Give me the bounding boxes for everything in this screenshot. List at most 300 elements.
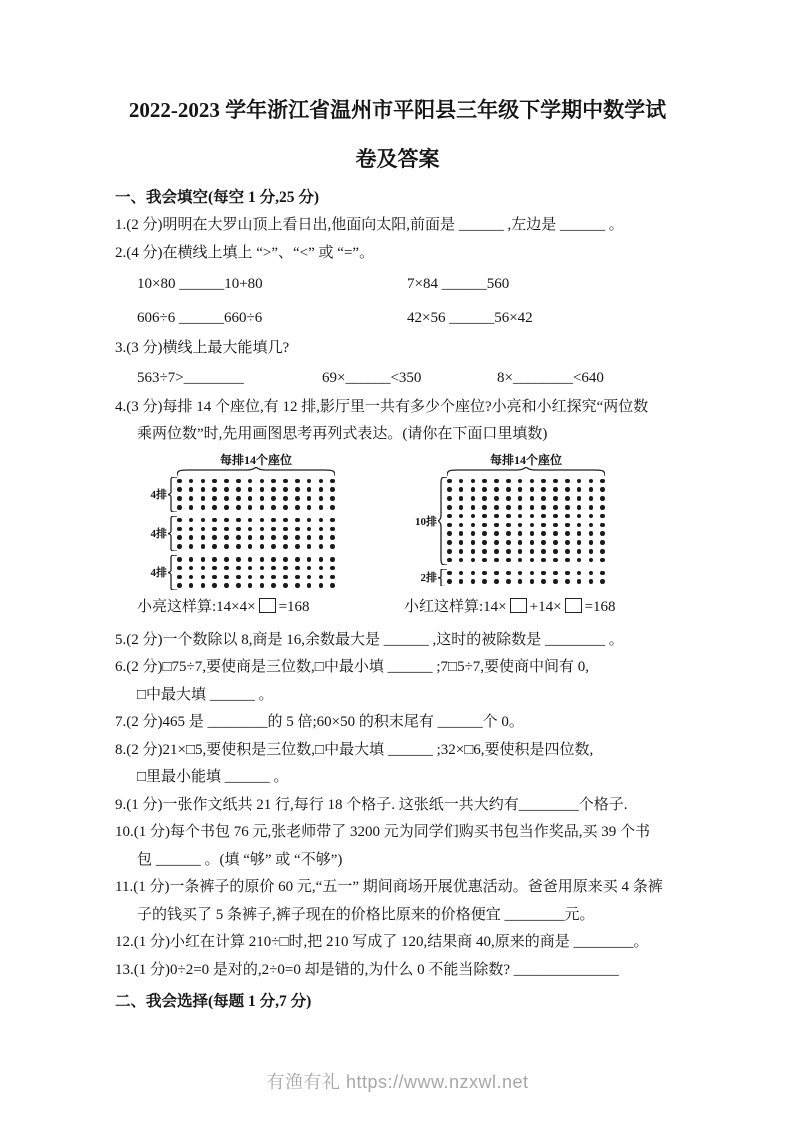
question-13-line: 13.(1 分)0÷2=0 是对的,2÷0=0 却是错的,为什么 0 不能当除数? ______________ bbox=[115, 961, 619, 978]
question-10-line1: 10.(1 分)每个书包 76 元,张老师带了 3200 元为同学们购买书包当作奖品,买 39 个书 bbox=[115, 824, 650, 840]
seat-dot bbox=[577, 487, 582, 492]
question-4-line1: 4.(3 分)每排 14 个座位,有 12 排,影厅里一共有多少个座位?小亮和小红探究“两位数 bbox=[115, 398, 649, 415]
fill-item: 8×________<640 bbox=[497, 369, 604, 386]
seat-dot bbox=[236, 575, 241, 580]
question-8-line2: □里最小能填 ______ 。 bbox=[137, 769, 289, 785]
seat-dot bbox=[248, 496, 253, 501]
answer-box bbox=[565, 598, 582, 613]
seat-dot bbox=[283, 575, 288, 580]
expression-text: =168 bbox=[278, 598, 310, 615]
seat-dot bbox=[189, 566, 194, 571]
seat-dot bbox=[307, 583, 312, 588]
seat-dot bbox=[177, 544, 182, 549]
seat-dot bbox=[177, 583, 182, 588]
seat-dot bbox=[494, 549, 499, 554]
seat-dot bbox=[530, 514, 535, 519]
seat-dot bbox=[459, 540, 464, 545]
seat-dot bbox=[447, 558, 452, 563]
seat-dot bbox=[201, 557, 206, 562]
seat-dot bbox=[471, 523, 476, 528]
seat-dot bbox=[295, 527, 300, 532]
seat-dot bbox=[260, 566, 265, 571]
row-group-label bbox=[137, 477, 177, 512]
seat-dot bbox=[307, 535, 312, 540]
seat-dot bbox=[248, 487, 253, 492]
seat-dot bbox=[541, 579, 546, 584]
seat-dot bbox=[330, 505, 335, 510]
seat-dot bbox=[518, 531, 523, 536]
seat-dot bbox=[319, 535, 324, 540]
seat-dot bbox=[530, 487, 535, 492]
seat-dot bbox=[189, 575, 194, 580]
seat-dot bbox=[189, 544, 194, 549]
seat-row bbox=[177, 542, 335, 551]
seat-dot bbox=[530, 531, 535, 536]
seat-dot bbox=[471, 531, 476, 536]
seat-dot bbox=[189, 518, 194, 523]
seat-row bbox=[447, 520, 605, 529]
seat-dot bbox=[541, 487, 546, 492]
seat-dot bbox=[518, 558, 523, 563]
seat-dot bbox=[271, 505, 276, 510]
seat-dot bbox=[518, 514, 523, 519]
seat-dot bbox=[295, 487, 300, 492]
seat-dot bbox=[541, 479, 546, 484]
question-8-line1: 8.(2 分)21×□5,要使积是三位数,□中最大填 ______ ;32×□6,要使积是四位数, bbox=[115, 741, 594, 758]
seat-dot bbox=[224, 505, 229, 510]
seat-dot bbox=[271, 575, 276, 580]
seat-dot bbox=[271, 479, 276, 484]
seat-dot bbox=[189, 527, 194, 532]
seat-dot bbox=[260, 496, 265, 501]
seat-dot bbox=[530, 571, 535, 576]
seat-dot bbox=[447, 487, 452, 492]
top-brace bbox=[447, 467, 605, 476]
seat-dot bbox=[271, 583, 276, 588]
row-group-label bbox=[137, 555, 177, 590]
seat-dot bbox=[295, 566, 300, 571]
seat-dot bbox=[330, 535, 335, 540]
seat-diagram bbox=[137, 453, 335, 591]
seat-dot bbox=[565, 558, 570, 563]
seat-dot bbox=[530, 549, 535, 554]
question-12-line: 12.(1 分)小红在计算 210÷□时,把 210 写成了 120,结果商 40,原来的商是 ________。 bbox=[115, 934, 649, 950]
seat-dot bbox=[530, 579, 535, 584]
seat-dot bbox=[189, 505, 194, 510]
seat-dot bbox=[236, 583, 241, 588]
seat-dot bbox=[589, 496, 594, 501]
seat-dot bbox=[177, 557, 182, 562]
seat-dot bbox=[518, 505, 523, 510]
seat-dot bbox=[260, 575, 265, 580]
seat-dot bbox=[224, 557, 229, 562]
seat-dot bbox=[236, 535, 241, 540]
seat-dot bbox=[577, 579, 582, 584]
seat-dot bbox=[307, 487, 312, 492]
row-brace bbox=[438, 477, 447, 565]
seat-dot bbox=[471, 549, 476, 554]
seat-row bbox=[177, 524, 335, 533]
seat-dot bbox=[506, 487, 511, 492]
seat-dot bbox=[506, 479, 511, 484]
seat-dot bbox=[283, 518, 288, 523]
seat-dot bbox=[447, 531, 452, 536]
seat-dot bbox=[577, 558, 582, 563]
seat-dot bbox=[553, 487, 558, 492]
seat-dot bbox=[565, 496, 570, 501]
seat-dot bbox=[224, 527, 229, 532]
seat-dot bbox=[295, 505, 300, 510]
seat-dot bbox=[212, 557, 217, 562]
seat-dot bbox=[589, 540, 594, 545]
seat-dot bbox=[482, 514, 487, 519]
seat-dot bbox=[260, 557, 265, 562]
seat-dot bbox=[283, 535, 288, 540]
seat-dot bbox=[201, 487, 206, 492]
seat-dot bbox=[459, 514, 464, 519]
page-title-line1: 2022-2023 学年浙江省温州市平阳县三年级下学期中数学试 bbox=[128, 98, 667, 122]
q4-seat-diagrams bbox=[137, 453, 680, 591]
seat-dot bbox=[307, 527, 312, 532]
row-group bbox=[177, 516, 335, 551]
seat-dot bbox=[212, 505, 217, 510]
answer-box bbox=[259, 598, 276, 613]
seat-dot bbox=[589, 479, 594, 484]
seat-dot bbox=[271, 527, 276, 532]
seat-dot bbox=[248, 583, 253, 588]
seat-dot bbox=[600, 514, 605, 519]
seat-dot bbox=[506, 540, 511, 545]
seat-dot bbox=[271, 566, 276, 571]
seat-dot bbox=[236, 518, 241, 523]
seat-dot bbox=[189, 583, 194, 588]
seat-dot bbox=[589, 487, 594, 492]
row-group bbox=[447, 477, 605, 565]
seat-dot bbox=[295, 544, 300, 549]
seat-dot bbox=[447, 505, 452, 510]
seat-dot bbox=[283, 479, 288, 484]
seat-dot bbox=[471, 571, 476, 576]
seat-dot bbox=[482, 531, 487, 536]
question-5-line: 5.(2 分)一个数除以 8,商是 16,余数最大是 ______ ,这时的被除数是 ________ 。 bbox=[115, 631, 624, 648]
seat-dot bbox=[189, 557, 194, 562]
comparison-item: 606÷6 ______660÷6 bbox=[137, 310, 263, 326]
seat-dot bbox=[518, 571, 523, 576]
seat-dot bbox=[506, 558, 511, 563]
question-5 bbox=[115, 627, 680, 655]
question-13 bbox=[115, 957, 680, 985]
row-group bbox=[447, 568, 605, 586]
seat-dot bbox=[189, 496, 194, 501]
row-group bbox=[177, 555, 335, 590]
seat-dot bbox=[295, 575, 300, 580]
seat-dot bbox=[565, 479, 570, 484]
seat-dot bbox=[565, 571, 570, 576]
question-11 bbox=[115, 874, 680, 929]
seat-row bbox=[447, 556, 605, 565]
seat-dot bbox=[330, 479, 335, 484]
seat-dot bbox=[482, 540, 487, 545]
dot-grid bbox=[447, 477, 605, 587]
seat-dot bbox=[319, 496, 324, 501]
seat-dot bbox=[307, 575, 312, 580]
seat-dot bbox=[260, 487, 265, 492]
seat-dot bbox=[553, 540, 558, 545]
seat-dot bbox=[224, 535, 229, 540]
seat-dot bbox=[565, 531, 570, 536]
seat-dot bbox=[577, 496, 582, 501]
seat-dot bbox=[201, 518, 206, 523]
seat-dot bbox=[589, 558, 594, 563]
seat-dot bbox=[307, 496, 312, 501]
seat-row bbox=[177, 533, 335, 542]
seat-dot bbox=[271, 518, 276, 523]
seat-dot bbox=[565, 523, 570, 528]
expression-text: =168 bbox=[584, 598, 616, 615]
seat-row bbox=[177, 564, 335, 573]
seat-dot bbox=[541, 514, 546, 519]
seat-dot bbox=[530, 479, 535, 484]
seat-dot bbox=[201, 544, 206, 549]
row-count-label: 4排 bbox=[150, 567, 167, 580]
seat-dot bbox=[177, 575, 182, 580]
seat-dot bbox=[271, 544, 276, 549]
seat-dot bbox=[494, 579, 499, 584]
seat-dot bbox=[295, 583, 300, 588]
question-3-row bbox=[115, 363, 680, 394]
seat-dot bbox=[212, 575, 217, 580]
question-10-line2: 包 ______ 。(填 “够” 或 “不够”) bbox=[137, 851, 343, 868]
seat-dot bbox=[553, 514, 558, 519]
seat-dot bbox=[565, 549, 570, 554]
seat-dot bbox=[236, 505, 241, 510]
question-2-row-2 bbox=[115, 301, 680, 335]
seat-dot bbox=[224, 583, 229, 588]
seat-dot bbox=[330, 557, 335, 562]
seat-dot bbox=[506, 514, 511, 519]
seat-dot bbox=[600, 531, 605, 536]
row-brace bbox=[438, 569, 447, 587]
seat-dot bbox=[224, 479, 229, 484]
seat-dot bbox=[482, 523, 487, 528]
seat-dot bbox=[494, 479, 499, 484]
seat-dot bbox=[530, 505, 535, 510]
row-group-label bbox=[137, 516, 177, 551]
seat-row bbox=[177, 494, 335, 503]
per-row-label: 每排14个座位 bbox=[219, 452, 292, 467]
question-2-line: 2.(4 分)在横线上填上 “>”、“<” 或 “=”。 bbox=[115, 244, 375, 261]
seat-dot bbox=[260, 505, 265, 510]
seat-dot bbox=[330, 566, 335, 571]
seat-dot bbox=[201, 566, 206, 571]
seat-dot bbox=[600, 496, 605, 501]
seat-dot bbox=[447, 479, 452, 484]
section2-heading: 二、我会选择(每题 1 分,7 分) bbox=[115, 993, 312, 1010]
seat-dot bbox=[482, 579, 487, 584]
seat-dot bbox=[260, 535, 265, 540]
seat-dot bbox=[295, 535, 300, 540]
seat-dot bbox=[236, 496, 241, 501]
seat-dot bbox=[201, 527, 206, 532]
seat-dot bbox=[248, 544, 253, 549]
seat-dot bbox=[600, 558, 605, 563]
seat-dot bbox=[447, 523, 452, 528]
seat-dot bbox=[459, 505, 464, 510]
seat-dot bbox=[330, 496, 335, 501]
seat-dot bbox=[283, 527, 288, 532]
seat-dot bbox=[260, 527, 265, 532]
seat-dot bbox=[577, 479, 582, 484]
seat-dot bbox=[482, 549, 487, 554]
seat-dot bbox=[518, 579, 523, 584]
seat-row bbox=[447, 568, 605, 577]
seat-row bbox=[447, 529, 605, 538]
row-brace bbox=[168, 555, 177, 590]
expression-text: 14× bbox=[483, 598, 507, 615]
seat-dot bbox=[482, 571, 487, 576]
seat-dot bbox=[553, 558, 558, 563]
seat-dot bbox=[447, 579, 452, 584]
seat-dot bbox=[236, 557, 241, 562]
seat-dot bbox=[271, 487, 276, 492]
seat-dot bbox=[201, 505, 206, 510]
seat-dot bbox=[447, 540, 452, 545]
seat-dot bbox=[494, 540, 499, 545]
seat-dot bbox=[177, 496, 182, 501]
seat-dot bbox=[577, 531, 582, 536]
seat-dot bbox=[212, 479, 217, 484]
seat-dot bbox=[319, 518, 324, 523]
seat-dot bbox=[236, 566, 241, 571]
seat-dot bbox=[319, 566, 324, 571]
seat-dot bbox=[600, 540, 605, 545]
seat-dot bbox=[177, 479, 182, 484]
seat-dot bbox=[330, 487, 335, 492]
seat-dot bbox=[177, 527, 182, 532]
seat-dot bbox=[201, 479, 206, 484]
seat-dot bbox=[530, 496, 535, 501]
dot-grid bbox=[177, 477, 335, 591]
seat-dot bbox=[600, 479, 605, 484]
comparison-item: 10×80 ______10+80 bbox=[137, 276, 263, 292]
seat-dot bbox=[482, 558, 487, 563]
seat-dot bbox=[248, 575, 253, 580]
seat-dot bbox=[600, 549, 605, 554]
seat-dot bbox=[494, 523, 499, 528]
question-11-line1: 11.(1 分)一条裤子的原价 60 元,“五一” 期间商场开展优惠活动。爸爸用原来买 4 条裤 bbox=[115, 879, 663, 895]
seat-dot bbox=[248, 479, 253, 484]
seat-dot bbox=[482, 496, 487, 501]
seat-dot bbox=[248, 505, 253, 510]
seat-dot bbox=[177, 518, 182, 523]
seat-dot bbox=[541, 549, 546, 554]
seat-dot bbox=[236, 544, 241, 549]
seat-dot bbox=[577, 571, 582, 576]
seat-dot bbox=[471, 540, 476, 545]
seat-dot bbox=[494, 558, 499, 563]
seat-dot bbox=[307, 557, 312, 562]
seat-dot bbox=[319, 557, 324, 562]
seat-dot bbox=[518, 479, 523, 484]
seat-dot bbox=[471, 579, 476, 584]
seat-dot bbox=[553, 531, 558, 536]
row-brace bbox=[168, 477, 177, 512]
seat-dot bbox=[224, 496, 229, 501]
seat-dot bbox=[530, 523, 535, 528]
seat-dot bbox=[236, 527, 241, 532]
seat-dot bbox=[212, 544, 217, 549]
seat-dot bbox=[177, 487, 182, 492]
seat-dot bbox=[482, 487, 487, 492]
seat-dot bbox=[319, 479, 324, 484]
seat-dot bbox=[248, 535, 253, 540]
seat-dot bbox=[600, 571, 605, 576]
question-2-row-1 bbox=[115, 267, 680, 301]
seat-dot bbox=[307, 505, 312, 510]
seat-dot bbox=[260, 583, 265, 588]
seat-dot bbox=[330, 527, 335, 532]
seat-dot bbox=[283, 487, 288, 492]
per-row-label: 每排14个座位 bbox=[489, 452, 562, 467]
seat-dot bbox=[201, 575, 206, 580]
seat-dot bbox=[506, 571, 511, 576]
seat-dot bbox=[283, 557, 288, 562]
seat-dot bbox=[224, 487, 229, 492]
seat-dot bbox=[600, 487, 605, 492]
question-4-line2: 乘两位数”时,先用画图思考再列式表达。(请你在下面口里填数) bbox=[137, 426, 548, 442]
question-6-line2: □中最大填 ______ 。 bbox=[137, 686, 274, 703]
question-9-line: 9.(1 分)一张作文纸共 21 行,每行 18 个格子. 这张纸一共大约有________个格子. bbox=[115, 796, 628, 813]
row-count-label: 2排 bbox=[420, 572, 437, 585]
row-count-label: 4排 bbox=[150, 489, 167, 502]
seat-dot bbox=[295, 518, 300, 523]
seat-dot bbox=[518, 540, 523, 545]
seat-dot bbox=[319, 544, 324, 549]
question-1 bbox=[115, 212, 680, 240]
question-12 bbox=[115, 929, 680, 957]
seat-dot bbox=[271, 557, 276, 562]
seat-dot bbox=[553, 571, 558, 576]
seat-dot bbox=[283, 496, 288, 501]
seat-dot bbox=[471, 479, 476, 484]
seat-dot bbox=[283, 566, 288, 571]
section1-heading: 一、我会填空(每空 1 分,25 分) bbox=[115, 189, 320, 206]
seat-dot bbox=[506, 523, 511, 528]
expression-label: 小红这样算: bbox=[404, 598, 484, 615]
seat-row bbox=[447, 512, 605, 521]
seat-dot bbox=[447, 496, 452, 501]
seat-dot bbox=[553, 579, 558, 584]
seat-dot bbox=[189, 535, 194, 540]
seat-dot bbox=[319, 505, 324, 510]
seat-dot bbox=[494, 514, 499, 519]
seat-dot bbox=[530, 558, 535, 563]
seat-row bbox=[447, 477, 605, 486]
seat-dot bbox=[518, 496, 523, 501]
seat-dot bbox=[600, 523, 605, 528]
seat-dot bbox=[553, 505, 558, 510]
seat-dot bbox=[319, 583, 324, 588]
seat-dot bbox=[600, 579, 605, 584]
seat-row bbox=[447, 547, 605, 556]
seat-dot bbox=[494, 505, 499, 510]
footer-watermark: 有渔有礼 https://www.nzxwl.net bbox=[266, 1072, 529, 1092]
seat-dot bbox=[319, 487, 324, 492]
seat-dot bbox=[283, 544, 288, 549]
seat-dot bbox=[295, 496, 300, 501]
seat-dot bbox=[447, 571, 452, 576]
seat-dot bbox=[177, 566, 182, 571]
